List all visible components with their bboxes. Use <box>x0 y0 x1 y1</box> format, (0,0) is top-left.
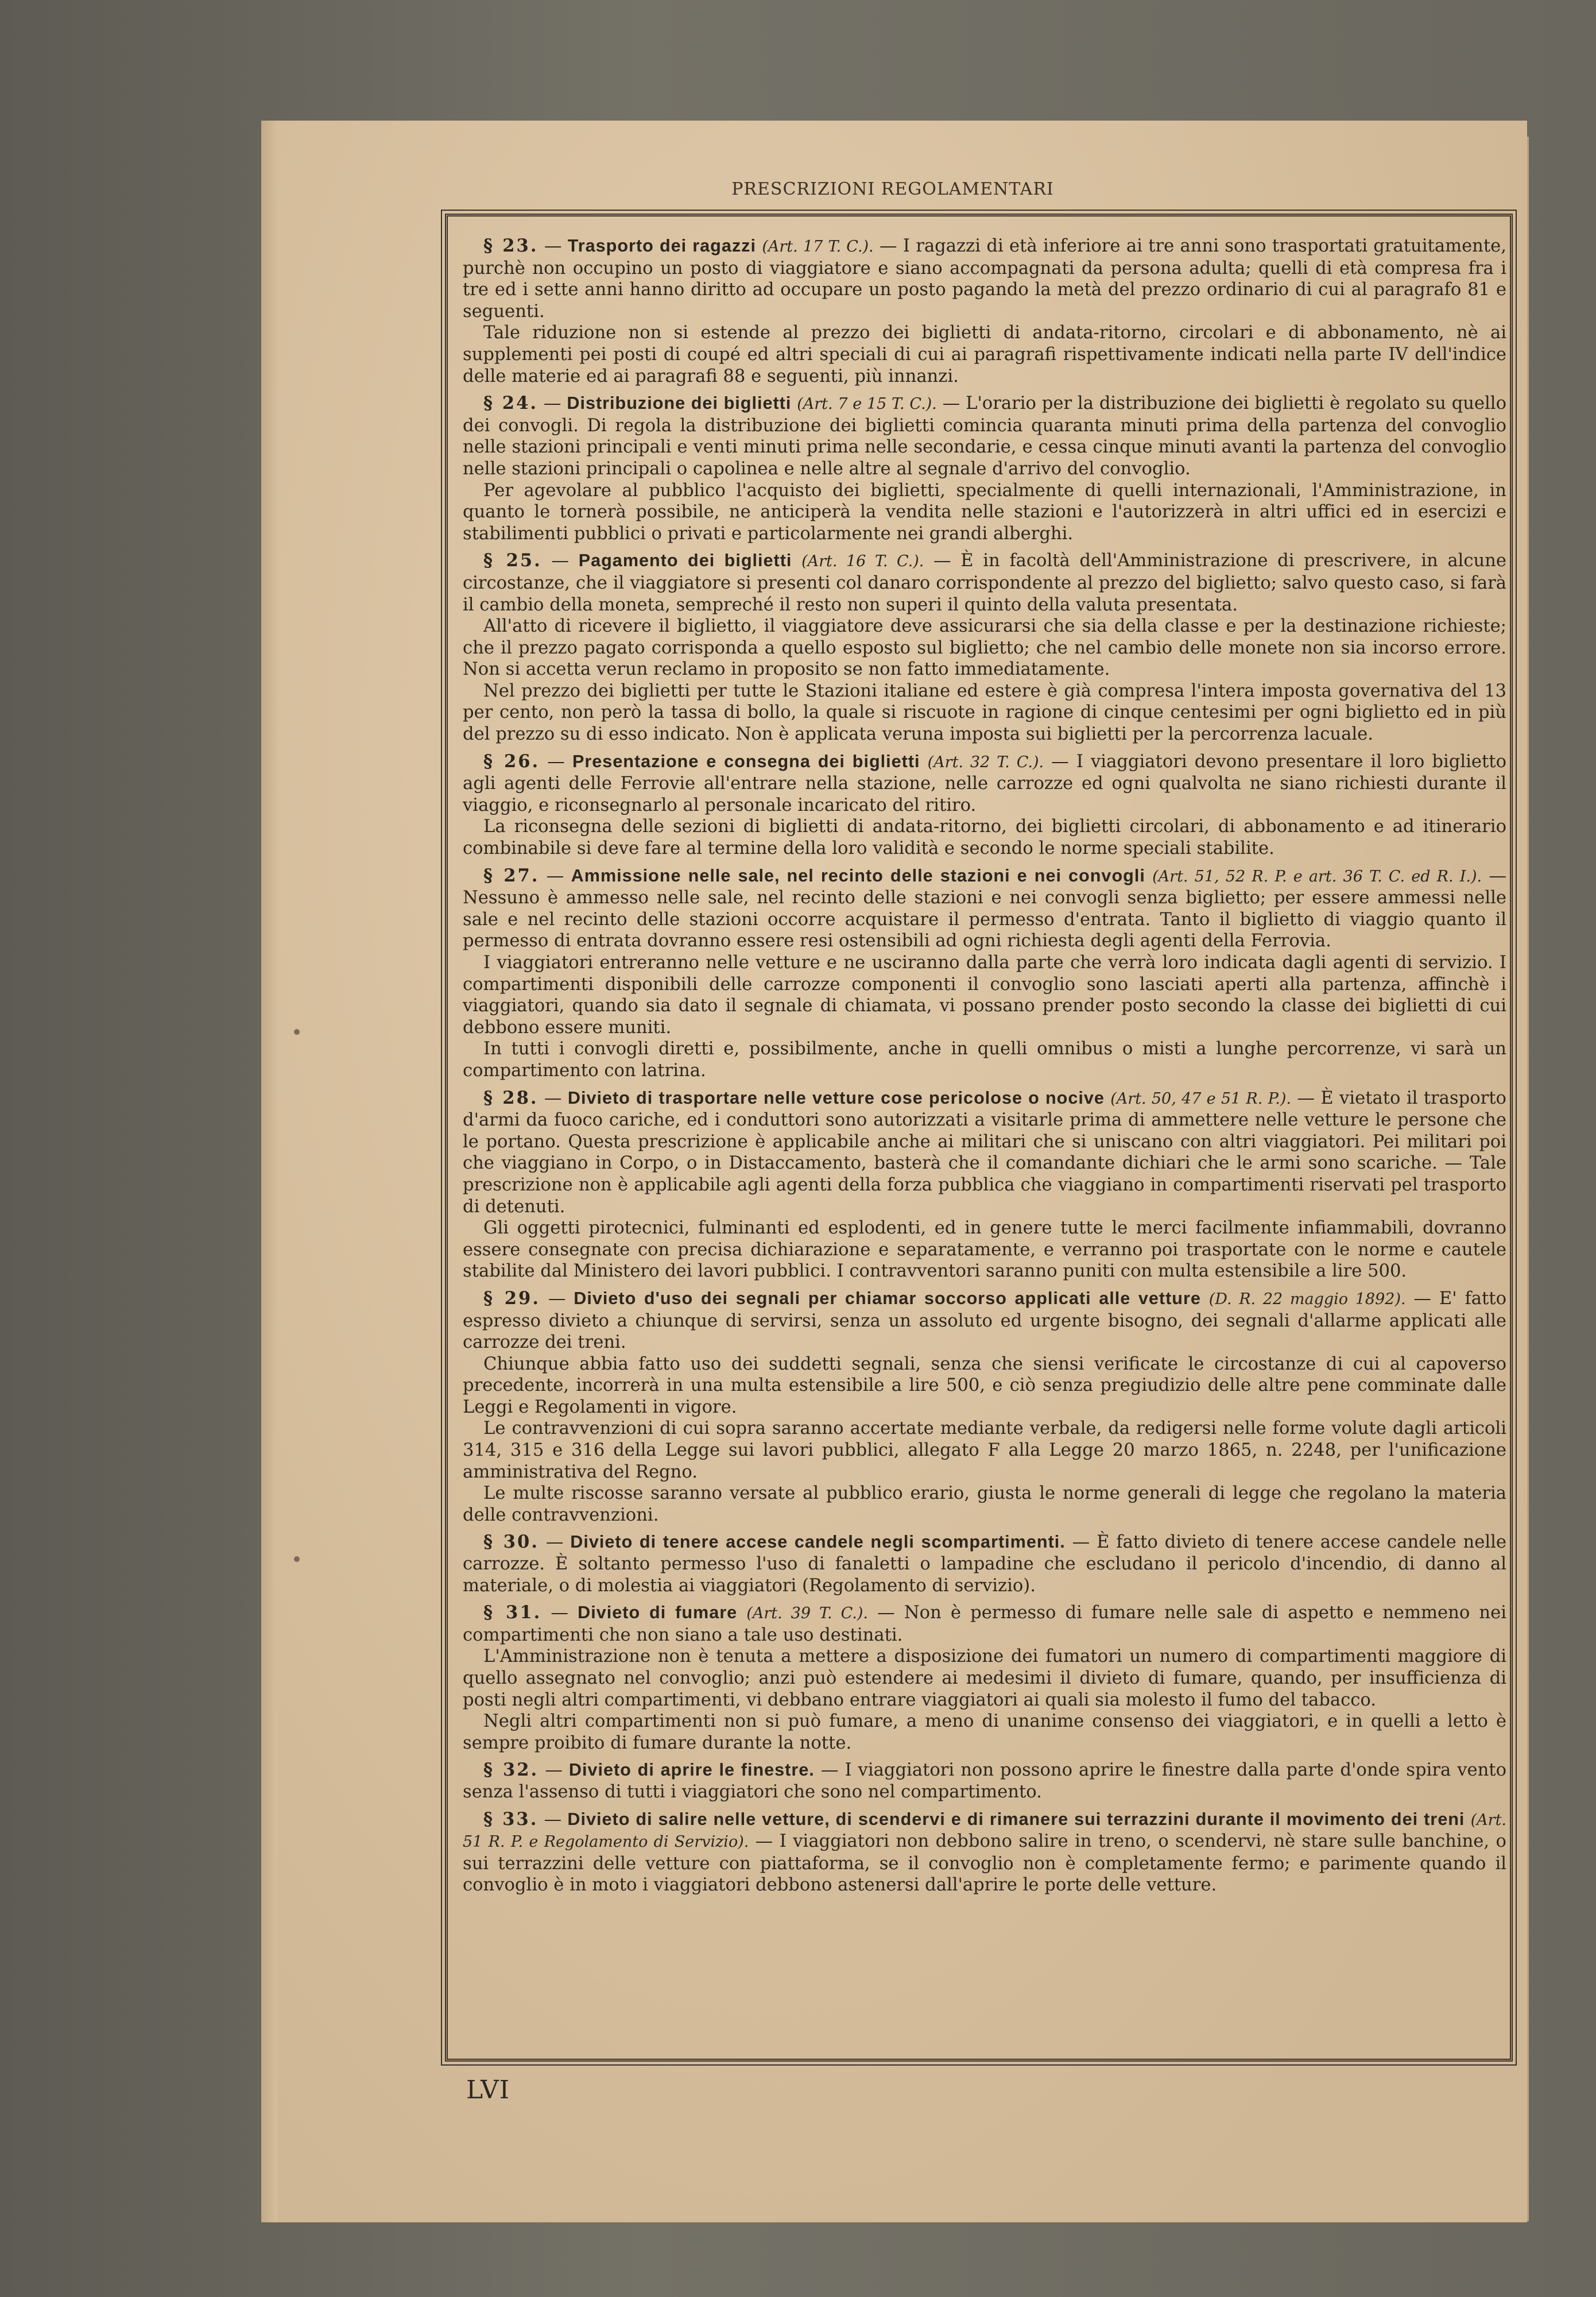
section-paragraph <box>463 1483 1506 1526</box>
section-number: § 26. <box>483 751 540 772</box>
section-lead-paragraph: § 31. — Divieto di fumare (Art. 39 T. C.). — Non è permesso di fumare nelle sale di aspetto e nemmeno nei compartimenti che non siano a tale uso destinati. <box>463 1602 1506 1645</box>
section-number: § 23. <box>483 235 539 256</box>
section-reference: (Art. 7 e 15 T. C.). <box>797 395 937 413</box>
section-paragraph <box>463 1646 1506 1711</box>
paragraph-text: I ragazzi di età inferiore ai tre anni sono trasportati gratuitamente, purchè non occupino un posto di viaggiatore e siano accompagnati da persona adulta; quelli di età compresa fra i tre ed i sette anni hanno diritto ad occupare un posto pagando la metà del prezzo ordinario di cui al paragrafo 81 e seguenti. <box>463 236 1507 322</box>
paragraph-text: I viaggiatori non possono aprire le finestre dalla parte d'onde spira vento senza l'assenso di tutti i viaggiatori che sono nel compartimento. <box>463 1760 1507 1802</box>
page-binding-edge <box>261 121 277 2222</box>
paragraph-text: Nessuno è ammesso nelle sale, nel recinto delle stazioni e nei convogli senza biglietto; per essere ammessi nelle sale e nel recinto delle stazioni occorre acquistare il permesso d'entrata. Tanto il biglietto di viaggio quanto il permesso di entrata dovranno essere resi ostensibili ad ogni richiesta degli agenti della Ferrovia. <box>463 888 1506 952</box>
section-paragraph <box>463 1418 1506 1483</box>
page-number: LVI <box>466 2075 510 2105</box>
paragraph-text: L'orario per la distribuzione dei biglietti è regolato su quello dei convogli. Di regola la distribuzione dei biglietti comincia quaranta minuti prima della partenza del convoglio nelle stazioni principali e venti minuti prima nelle secondarie, e cessa cinque minuti avanti la partenza del convoglio nelle stazioni principali o capolinea e nelle altre al segnale d'arrivo del convoglio. <box>463 393 1507 479</box>
section-reference: (Art. 51 R. P. e Regolamento di Servizio). <box>463 1811 1506 1851</box>
section-paragraph <box>463 1038 1506 1081</box>
section-number: § 29. <box>483 1287 540 1309</box>
binding-hole <box>294 1556 300 1562</box>
running-head: PRESCRIZIONI REGOLAMENTARI <box>731 179 1054 199</box>
section <box>463 1809 1506 1896</box>
section <box>463 751 1506 860</box>
section-paragraph <box>463 816 1506 859</box>
section-lead-paragraph: § 32. — Divieto di aprire le finestre. — I viaggiatori non possono aprire le finestre dalla parte d'onde spira vento senza l'assenso di tutti i viaggiatori che sono nel compartimento. <box>463 1760 1507 1802</box>
section-number: § 25. <box>483 550 542 571</box>
section-lead-paragraph: § 27. — Ammissione nelle sale, nel recinto delle stazioni e nei convogli (Art. 51, 52 R. P. e art. 36 T. C. ed R. I.). — Nessuno è ammesso nelle sale, nel recinto delle stazioni e nei convogli senza biglietto; per essere ammessi nelle sale e nel recinto delle stazioni occorre acquistare il permesso d'entrata. Tanto il biglietto di viaggio quanto il permesso di entrata dovranno essere resi ostensibili ad ogni richiesta degli agenti della Ferrovia. <box>463 865 1506 952</box>
section-paragraph <box>463 480 1506 545</box>
section-lead-paragraph: § 30. — Divieto di tenere accese candele negli scompartimenti. — È fatto divieto di tenere accese candele nelle carrozze. È soltanto permesso l'uso di fanaletti o lampadine che escludano il pericolo d'incendio, di danno al materiale, o di molestia ai viaggiatori (Regolamento di servizio). <box>463 1532 1507 1596</box>
section-title: Presentazione e consegna dei biglietti <box>572 751 920 771</box>
section-lead-paragraph: § 28. — Divieto di trasportare nelle vetture cose pericolose o nocive (Art. 50, 47 e 51 R. P.). — È vietato il trasporto d'armi da fuoco cariche, ed i conduttori sono autorizzati a visitarle prima di ammettere nelle vetture le persone che le portano. Questa prescrizione è applicabile anche ai militari che si uniscano con altri viaggiatori. Pei militari poi che viaggiano in Corpo, o in Distaccamento, basterà che il comandante dichiari che le armi sono scariche. — Tale prescrizione non è applicabile agli agenti della forza pubblica che viaggiano in compartimenti riservati pel trasporto di detenuti. <box>463 1087 1506 1217</box>
section-reference: (Art. 17 T. C.). <box>762 238 874 256</box>
paragraph-text: Le contravvenzioni di cui sopra saranno accertate mediante verbale, da redigersi nelle forme volute dagli articoli 314, 315 e 316 della Legge sui lavori pubblici, allegato F alla Legge 20 marzo 1865, n. 2248, per l'unificazione amministrativa del Regno. <box>463 1418 1506 1482</box>
paragraph-text: Tale riduzione non si estende al prezzo dei biglietti di andata-ritorno, circolari e di abbonamento, nè ai supplementi pei posti di coupé ed altri speciali di cui ai paragrafi rispettivamente indicati nella parte IV dell'indice delle materie ed ai paragrafi 88 e seguenti, più innanzi. <box>463 323 1506 386</box>
paragraph-text: In tutti i convogli diretti e, possibilmente, anche in quelli omnibus o misti a lunghe percorrenze, vi sarà un compartimento con latrina. <box>463 1039 1506 1081</box>
section-number: § 32. <box>483 1760 539 1781</box>
section-reference: (Art. 50, 47 e 51 R. P.). <box>1110 1089 1291 1108</box>
section-lead-paragraph: § 25. — Pagamento dei biglietti (Art. 16 T. C.). — È in facoltà dell'Amministrazione di prescrivere, in alcune circostanze, che il viaggiatore si presenti col danaro corrispondente al prezzo del biglietto; salvo questo caso, si farà il cambio della moneta, sempreché il resto non superi il quinto della valuta presentata. <box>463 550 1506 615</box>
paragraph-text: Gli oggetti pirotecnici, fulminanti ed esplodenti, ed in genere tutte le merci facilmente infiammabili, dovranno essere consegnate con precisa dichiarazione e separatamente, e verranno poi trasportate con le norme e cautele stabilite dal Ministero dei lavori pubblici. I contravventori saranno puniti con multa estensibile a lire 500. <box>463 1218 1506 1282</box>
paragraph-text: Negli altri compartimenti non si può fumare, a meno di unanime consenso dei viaggiatori, e in quelli a letto è sempre proibito di fumare durante la notte. <box>463 1711 1506 1753</box>
binding-hole <box>294 1029 300 1035</box>
paragraph-text: Le multe riscosse saranno versate al pubblico erario, giusta le norme generali di legge che regolano la materia delle contravvenzioni. <box>463 1483 1506 1525</box>
section-reference: (Art. 51, 52 R. P. e art. 36 T. C. ed R. I.). <box>1152 867 1482 885</box>
paragraph-text: I viaggiatori entreranno nelle vetture e ne usciranno dalla parte che verrà loro indicata dagli agenti di servizio. I compartimenti disponibili delle carrozze componenti il convoglio sono lasciati aperti alla partenza, affinchè i viaggiatori, quando sia dato il segnale di chiamata, vi possano prender posto secondo la classe dei biglietti di cui debbono essere muniti. <box>463 953 1506 1038</box>
section-lead-paragraph: § 26. — Presentazione e consegna dei biglietti (Art. 32 T. C.). — I viaggiatori devono presentare il loro biglietto agli agenti delle Ferrovie all'entrare nella stazione, nelle carrozze ed ogni qualvolta ne siano richiesti durante il viaggio, e riconsegnarlo al personale incaricato del ritiro. <box>463 751 1507 815</box>
section-number: § 33. <box>483 1808 539 1830</box>
paragraph-text: Nel prezzo dei biglietti per tutte le Stazioni italiane ed estere è già compresa l'intera imposta governativa del 13 per cento, non però la tassa di bollo, la quale si riscuote in ragione di cinque centesimi per ogni biglietto ed in più del prezzo su di esso indicato. Non è applicata veruna imposta sui biglietti per la percorrenza lacuale. <box>463 680 1506 745</box>
section-paragraph <box>463 680 1506 745</box>
section-title: Ammissione nelle sale, nel recinto delle stazioni e nei convogli <box>571 865 1145 885</box>
section-title: Divieto d'uso dei segnali per chiamar soccorso applicati alle vetture <box>574 1288 1201 1308</box>
section <box>463 1288 1506 1526</box>
section-paragraph <box>463 1354 1506 1418</box>
section <box>463 1532 1506 1596</box>
section <box>463 1760 1506 1803</box>
paragraph-text: L'Amministrazione non è tenuta a mettere a disposizione dei fumatori un numero di compartimenti maggiore di quello assegnato nel convoglio; anzi può estendere ai medesimi il divieto di fumare, quando, per insufficienza di posti negli altri compartimenti, vi debbano entrare viaggiatori ai quali sia molesto il fumo del tabacco. <box>463 1646 1506 1710</box>
section-number: § 27. <box>483 865 540 886</box>
section-number: § 24. <box>483 393 539 414</box>
section-number: § 28. <box>483 1087 539 1108</box>
section-reference: (Art. 39 T. C.). <box>746 1604 869 1623</box>
section-paragraph <box>463 1217 1506 1282</box>
paragraph-text: È fatto divieto di tenere accese candele nelle carrozze. È soltanto permesso l'uso di fanaletti o lampadine che escludano il pericolo d'incendio, di danno al materiale, o di molestia ai viaggiatori (Regolamento di servizio). <box>463 1532 1507 1596</box>
section <box>463 550 1506 745</box>
paragraph-text: Per agevolare al pubblico l'acquisto dei biglietti, specialmente di quelli internazionali, l'Amministrazione, in quanto le tornerà possibile, ne anticiperà la vendita nelle stazioni e l'autorizzerà in altri uffici ed in esercizi e stabilimenti pubblici o privati e particolarmente nei grandi alberghi. <box>463 480 1506 544</box>
paragraph-text: La riconsegna delle sezioni di biglietti di andata-ritorno, dei biglietti circolari, di abbonamento e ad itinerario combinabile si deve fare al termine della loro validità e secondo le norme speciali stabilite. <box>463 817 1506 859</box>
paragraph-text: E' fatto espresso divieto a chiunque di servirsi, senza un assoluto ed urgente bisogno, dei segnali d'allarme applicati alle carrozze dei treni. <box>463 1288 1507 1353</box>
section <box>463 1602 1506 1754</box>
section-lead-paragraph: § 23. — Trasporto dei ragazzi (Art. 17 T. C.). — I ragazzi di età inferiore ai tre anni sono trasportati gratuitamente, purchè non occupino un posto di viaggiatore e siano accompagnati da persona adulta; quelli di età compresa fra i tre ed i sette anni hanno diritto ad occupare un posto pagando la metà del prezzo ordinario di cui al paragrafo 81 e seguenti. <box>463 235 1507 322</box>
paragraph-text: È in facoltà dell'Amministrazione di prescrivere, in alcune circostanze, che il viaggiatore si presenti col danaro corrispondente al prezzo del biglietto; salvo questo caso, si farà il cambio della moneta, sempreché il resto non superi il quinto della valuta presentata. <box>463 551 1506 615</box>
section-paragraph <box>463 322 1506 387</box>
section-number: § 31. <box>483 1602 542 1623</box>
paragraph-text: I viaggiatori non debbono salire in treno, o scendervi, nè stare sulle banchine, o sui terrazzini delle vetture con piattaforma, se il convoglio non è completamente fermo; e parimente quando il convoglio è in moto i viaggiatori debbono astenersi dall'aprire le porte delle vetture. <box>463 1831 1506 1896</box>
section-lead-paragraph: § 29. — Divieto d'uso dei segnali per chiamar soccorso applicati alle vetture (D. R. 22 maggio 1892). — E' fatto espresso divieto a chiunque di servirsi, senza un assoluto ed urgente bisogno, dei segnali d'allarme applicati alle carrozze dei treni. <box>463 1287 1507 1353</box>
section-reference: (D. R. 22 maggio 1892). <box>1208 1290 1406 1308</box>
section <box>463 393 1506 544</box>
section-number: § 30. <box>483 1532 539 1553</box>
section-title: Trasporto dei ragazzi <box>567 236 756 256</box>
section-paragraph <box>463 952 1506 1038</box>
section-title: Divieto di fumare <box>578 1603 738 1623</box>
section-title: Divieto di aprire le finestre. <box>568 1760 815 1780</box>
paragraph-text: I viaggiatori devono presentare il loro biglietto agli agenti delle Ferrovie all'entrare nella stazione, nelle carrozze ed ogni qualvolta ne siano richiesti durante il viaggio, e riconsegnarlo al personale incaricato del ritiro. <box>463 751 1507 815</box>
paragraph-text: Chiunque abbia fatto uso dei suddetti segnali, senza che siensi verificate le circostanze di cui al capoverso precedente, incorrerà in una multa estensibile a lire 500, e ciò senza pregiudizio delle altre pene comminate dalle Leggi e Regolamenti in vigore. <box>463 1354 1506 1417</box>
section-lead-paragraph: § 33. — Divieto di salire nelle vetture, di scendervi e di rimanere sui terrazzini durante il movimento dei treni (Art. 51 R. P. e Regolamento di Servizio). — I viaggiatori non debbono salire in treno, o scendervi, nè stare sulle banchine, o sui terrazzini delle vetture con piattaforma, se il convoglio non è completamente fermo; e parimente quando il convoglio è in moto i viaggiatori debbono astenersi dall'aprire le porte delle vetture. <box>463 1808 1506 1896</box>
section <box>463 865 1506 1082</box>
section-title: Divieto di salire nelle vetture, di scendervi e di rimanere sui terrazzini durante il movimento dei treni <box>567 1809 1465 1829</box>
regulation-text <box>463 235 1506 1896</box>
paragraph-text: È vietato il trasporto d'armi da fuoco cariche, ed i conduttori sono autorizzati a visitarle prima di ammettere nelle vetture le persone che le portano. Questa prescrizione è applicabile anche ai militari che si uniscano con altri viaggiatori. Pei militari poi che viaggiano in Corpo, o in Distaccamento, basterà che il comandante dichiari che le armi sono scariche. — Tale prescrizione non è applicabile agli agenti della forza pubblica che viaggiano in compartimenti riservati pel trasporto di detenuti. <box>463 1088 1506 1217</box>
section-lead-paragraph: § 24. — Distribuzione dei biglietti (Art. 7 e 15 T. C.). — L'orario per la distribuzione dei biglietti è regolato su quello dei convogli. Di regola la distribuzione dei biglietti comincia quaranta minuti prima della partenza del convoglio nelle stazioni principali e venti minuti prima nelle secondarie, e cessa cinque minuti avanti la partenza del convoglio nelle stazioni principali o capolinea e nelle altre al segnale d'arrivo del convoglio. <box>463 393 1507 479</box>
section-paragraph <box>463 1711 1506 1754</box>
section-reference: (Art. 16 T. C.). <box>801 552 924 571</box>
paragraph-text: All'atto di ricevere il biglietto, il viaggiatore deve assicurarsi che sia della classe e per la destinazione richieste; che il prezzo pagato corrisponda a quello esposto sul biglietto; che nel cambio delle monete non sia incorso errore. Non si accetta verun reclamo in proposito se non fatto immediatamente. <box>463 616 1506 680</box>
section-paragraph <box>463 616 1506 680</box>
section-title: Divieto di trasportare nelle vetture cose pericolose o nocive <box>567 1088 1105 1108</box>
section-title: Pagamento dei biglietti <box>578 551 792 571</box>
section-reference: (Art. 32 T. C.). <box>927 753 1044 771</box>
section-title: Distribuzione dei biglietti <box>567 393 792 413</box>
paragraph-text: Non è permesso di fumare nelle sale di aspetto e nemmeno nei compartimenti che non siano a tale uso destinati. <box>463 1603 1506 1645</box>
section <box>463 1088 1506 1282</box>
section <box>463 235 1506 387</box>
section-title: Divieto di tenere accese candele negli scompartimenti. <box>570 1532 1066 1552</box>
